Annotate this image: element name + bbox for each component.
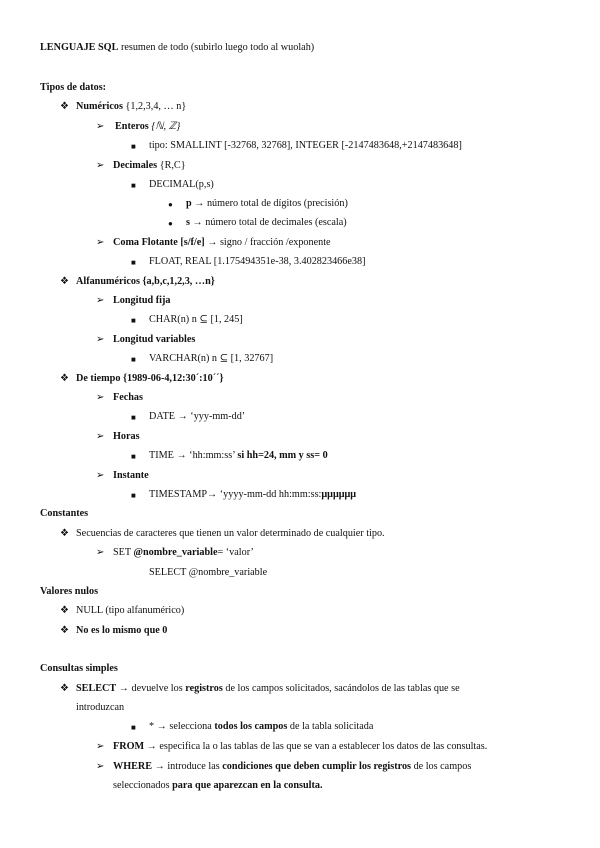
square-bullet-icon: ■ (131, 258, 136, 267)
item-longitud-fija: Longitud fija (113, 295, 171, 306)
flotante-rest: → signo / fracción /exponente (204, 237, 331, 248)
item-enteros-tipo: tipo: SMALLINT [-32768, 32768], INTEGER [-2147483648,+2147483648] (149, 140, 462, 151)
where-b: condiciones que deben cumplir los registros (222, 761, 412, 772)
item-date: DATE → ‘yyy-mm-dd’ (149, 411, 246, 422)
diamond-bullet-icon: ❖ (60, 528, 69, 539)
alfanumericos-rest: {a,b,c,1,2,3, …n} (139, 276, 215, 287)
select-c: de los campos solicitados, sacándolos de las tablas que se (222, 683, 460, 694)
enteros-label: Enteros (115, 121, 149, 132)
from-rest: → especifica la o las tablas de las que se van a establecer los datos de las consultas. (144, 741, 488, 752)
heading-constantes: Constantes (40, 508, 89, 519)
square-bullet-icon: ■ (131, 181, 136, 190)
item-from (113, 740, 487, 754)
item-select-variable: SELECT @nombre_variable (149, 567, 268, 578)
arrow-bullet-icon: ➢ (96, 761, 105, 772)
time-bold: si hh=24, mm y ss= 0 (237, 450, 328, 461)
diamond-bullet-icon: ❖ (60, 683, 69, 694)
item-float: FLOAT, REAL [1.175494351e-38, 3.402823466e38] (149, 256, 366, 267)
arrow-bullet-icon: ➢ (96, 334, 105, 345)
heading-consultas-simples: Consultas simples (40, 663, 118, 674)
arrow-bullet-icon: ➢ (96, 392, 105, 403)
s-rest: → número total de decimales (escala) (189, 217, 347, 228)
arrow-bullet-icon: ➢ (96, 160, 105, 171)
item-s (186, 216, 347, 230)
p-bold: p (186, 198, 192, 209)
item-p (186, 197, 348, 211)
decimales-label: Decimales (113, 160, 158, 171)
square-bullet-icon: ■ (131, 452, 136, 461)
flotante-label: Coma Flotante (113, 237, 178, 248)
arrow-bullet-icon: ➢ (96, 121, 105, 132)
time-rest: TIME → ‘hh:mm:ss’ (149, 450, 238, 461)
item-decimal: DECIMAL(p,s) (149, 179, 214, 190)
set-a: SET (113, 547, 134, 558)
item-null: NULL (tipo alfanumérico) (76, 605, 185, 616)
diamond-bullet-icon: ❖ (60, 625, 69, 636)
where-a: → introduce las (152, 761, 223, 772)
item-coma-flotante (113, 236, 331, 250)
set-c: = ‘valor’ (217, 547, 254, 558)
where-c: de los campos (411, 761, 472, 772)
item-star (149, 720, 373, 734)
diamond-bullet-icon: ❖ (60, 101, 69, 112)
arrow-bullet-icon: ➢ (96, 470, 105, 481)
title-rest: resumen de todo (subirlo luego todo al wuolah) (118, 42, 315, 53)
star-a: * → selecciona (149, 721, 215, 732)
s-bold: s (186, 217, 190, 228)
dot-bullet-icon: ● (168, 219, 173, 228)
square-bullet-icon: ■ (131, 723, 136, 732)
arrow-bullet-icon: ➢ (96, 547, 105, 558)
arrow-bullet-icon: ➢ (96, 295, 105, 306)
item-select-cont: introduzcan (76, 702, 125, 713)
heading-valores-nulos: Valores nulos (40, 586, 99, 597)
title-bold: LENGUAJE SQL (40, 42, 119, 53)
item-secuencias: Secuencias de caracteres que tienen un valor determinado de cualquier tipo. (76, 528, 385, 539)
item-longitud-variables: Longitud variables (113, 334, 196, 345)
item-instante: Instante (113, 470, 149, 481)
where-d: seleccionados (113, 780, 173, 791)
diamond-bullet-icon: ❖ (60, 605, 69, 616)
enteros-rest: {ℕ, ℤ} (148, 121, 181, 132)
where-bold: WHERE (113, 761, 153, 772)
item-numericos (76, 100, 186, 114)
item-where-cont (113, 779, 323, 793)
numericos-rest: {1,2,3,4, … n} (122, 101, 187, 112)
de-tiempo-label: De tiempo (76, 373, 121, 384)
select-a: → devuelve los (116, 683, 186, 694)
item-time (149, 449, 328, 463)
where-e: para que aparezcan en la consulta. (172, 780, 323, 791)
star-b: todos los campos (214, 721, 288, 732)
item-decimales (113, 159, 186, 173)
arrow-bullet-icon: ➢ (96, 431, 105, 442)
item-alfanumericos (76, 275, 215, 289)
set-b: @nombre_variable (133, 547, 218, 558)
de-tiempo-rest: {1989-06-4,12:30´:10´´} (120, 373, 224, 384)
document-title (40, 41, 314, 55)
alfanumericos-label: Alfanuméricos (76, 276, 140, 287)
item-enteros (115, 120, 180, 134)
item-fechas: Fechas (113, 392, 143, 403)
square-bullet-icon: ■ (131, 316, 136, 325)
timestamp-rest: TIMESTAMP→ ‘yyyy-mm-dd hh:mm:ss: (149, 489, 322, 500)
diamond-bullet-icon: ❖ (60, 373, 69, 384)
item-select (76, 682, 460, 696)
square-bullet-icon: ■ (131, 491, 136, 500)
item-where (113, 760, 471, 774)
square-bullet-icon: ■ (131, 355, 136, 364)
square-bullet-icon: ■ (131, 142, 136, 151)
diamond-bullet-icon: ❖ (60, 276, 69, 287)
select-b: registros (185, 683, 223, 694)
flotante-bracket: [s/f/e] (177, 237, 205, 248)
item-de-tiempo (76, 372, 224, 386)
from-bold: FROM (113, 741, 145, 752)
p-rest: → número total de dígitos (precisión) (191, 198, 348, 209)
decimales-rest: {R,C} (157, 160, 186, 171)
star-c: de la tabla solicitada (287, 721, 374, 732)
item-varchar: VARCHAR(n) n ⊆ [1, 32767] (149, 353, 274, 364)
item-timestamp (149, 488, 356, 502)
arrow-bullet-icon: ➢ (96, 237, 105, 248)
item-no-es: No es lo mismo que 0 (76, 625, 168, 636)
select-bold: SELECT (76, 683, 117, 694)
square-bullet-icon: ■ (131, 413, 136, 422)
numericos-label: Numéricos (76, 101, 123, 112)
dot-bullet-icon: ● (168, 200, 173, 209)
item-set (113, 546, 254, 560)
heading-tipos-de-datos: Tipos de datos: (40, 82, 107, 93)
item-char: CHAR(n) n ⊆ [1, 245] (149, 314, 243, 325)
timestamp-bold: μμμμμμ (321, 489, 357, 500)
item-horas: Horas (113, 431, 140, 442)
arrow-bullet-icon: ➢ (96, 741, 105, 752)
